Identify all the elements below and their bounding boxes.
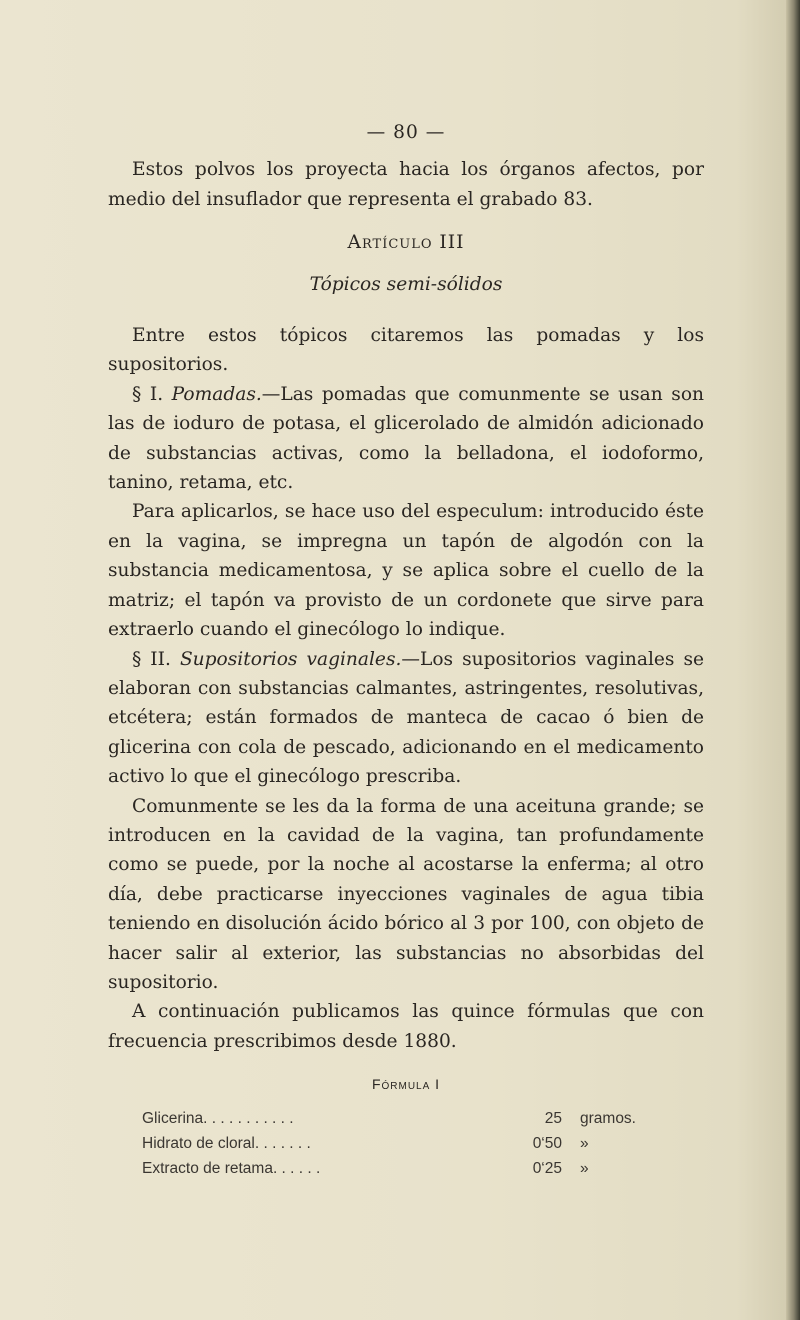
formula-quantity: 0‘25 xyxy=(532,1159,562,1177)
formula-ingredient: Extracto de retama. . . . . . xyxy=(142,1159,321,1177)
paragraph-1: Entre estos tópicos citaremos las pomadas y los supositorios. xyxy=(108,325,704,376)
section-1 xyxy=(108,380,704,498)
formula-row xyxy=(142,1156,704,1181)
article-subtitle: Tópicos semi-sólidos xyxy=(309,273,503,295)
section-2-text: —Los supositorios vaginales se elaboran con substancias calmantes, astringentes, resolutivas, etcétera; están formados de manteca de cacao ó bien de glicerina con cola de pescado, adicionando en el medicamento activo lo que el ginecólogo prescriba. xyxy=(108,648,705,788)
section-2-title: Supositorios vaginales. xyxy=(179,648,402,670)
section-1-text: —Las pomadas que comunmente se usan son las de ioduro de potasa, el glicerolado de almidón adicionado de substancias activas, como la belladona, el iodoformo, tanino, retama, etc. xyxy=(108,383,705,494)
formula-quantity: 0‘50 xyxy=(532,1134,562,1152)
article-title: Artículo III xyxy=(347,232,465,254)
formula-ingredient: Hidrato de cloral. . . . . . . xyxy=(142,1134,311,1152)
section-2-label: § II. xyxy=(132,648,180,670)
formula-list xyxy=(142,1106,704,1181)
formula-quantity: 25 xyxy=(544,1109,562,1127)
intro-paragraph: Estos polvos los proyecta hacia los órganos afectos, por medio del insuflador que representa el grabado 83. xyxy=(108,159,704,210)
formula-row xyxy=(142,1106,704,1131)
formula-unit: gramos. xyxy=(580,1109,636,1127)
section-2 xyxy=(108,645,704,792)
section-1-label: § I. xyxy=(132,383,172,405)
section-1-title: Pomadas. xyxy=(171,383,262,405)
formula-ingredient: Glicerina. . . . . . . . . . . xyxy=(142,1109,294,1127)
formula-title: Fórmula I xyxy=(371,1076,441,1093)
paragraph-2: Para aplicarlos, se hace uso del especulum: introducido éste en la vagina, se impregna un tapón de algodón con la substancia medicamentosa, y se aplica sobre el cuello de la matriz; el tapón va provisto de un cordonete que sirve para extraerlo cuando el ginecólogo lo indique. xyxy=(108,501,704,641)
paragraph-4: A continuación publicamos las quince fórmulas que con frecuencia prescribimos desde 1880. xyxy=(108,1001,704,1052)
page-edge-shadow xyxy=(786,0,800,1320)
formula-unit: » xyxy=(580,1134,589,1152)
formula-unit: » xyxy=(580,1159,589,1177)
page-number: — 80 — xyxy=(366,122,446,143)
paragraph-3: Comunmente se les da la forma de una aceituna grande; se introducen en la cavidad de la vagina, tan profundamente como se puede, por la noche al acostarse la enferma; al otro día, debe practicarse inyecciones vaginales de agua tibia teniendo en disolución ácido bórico al 3 por 100, con objeto de hacer salir al exterior, las substancias no absorbidas del supositorio. xyxy=(108,795,704,993)
formula-row xyxy=(142,1131,704,1156)
page-text xyxy=(108,118,704,1181)
